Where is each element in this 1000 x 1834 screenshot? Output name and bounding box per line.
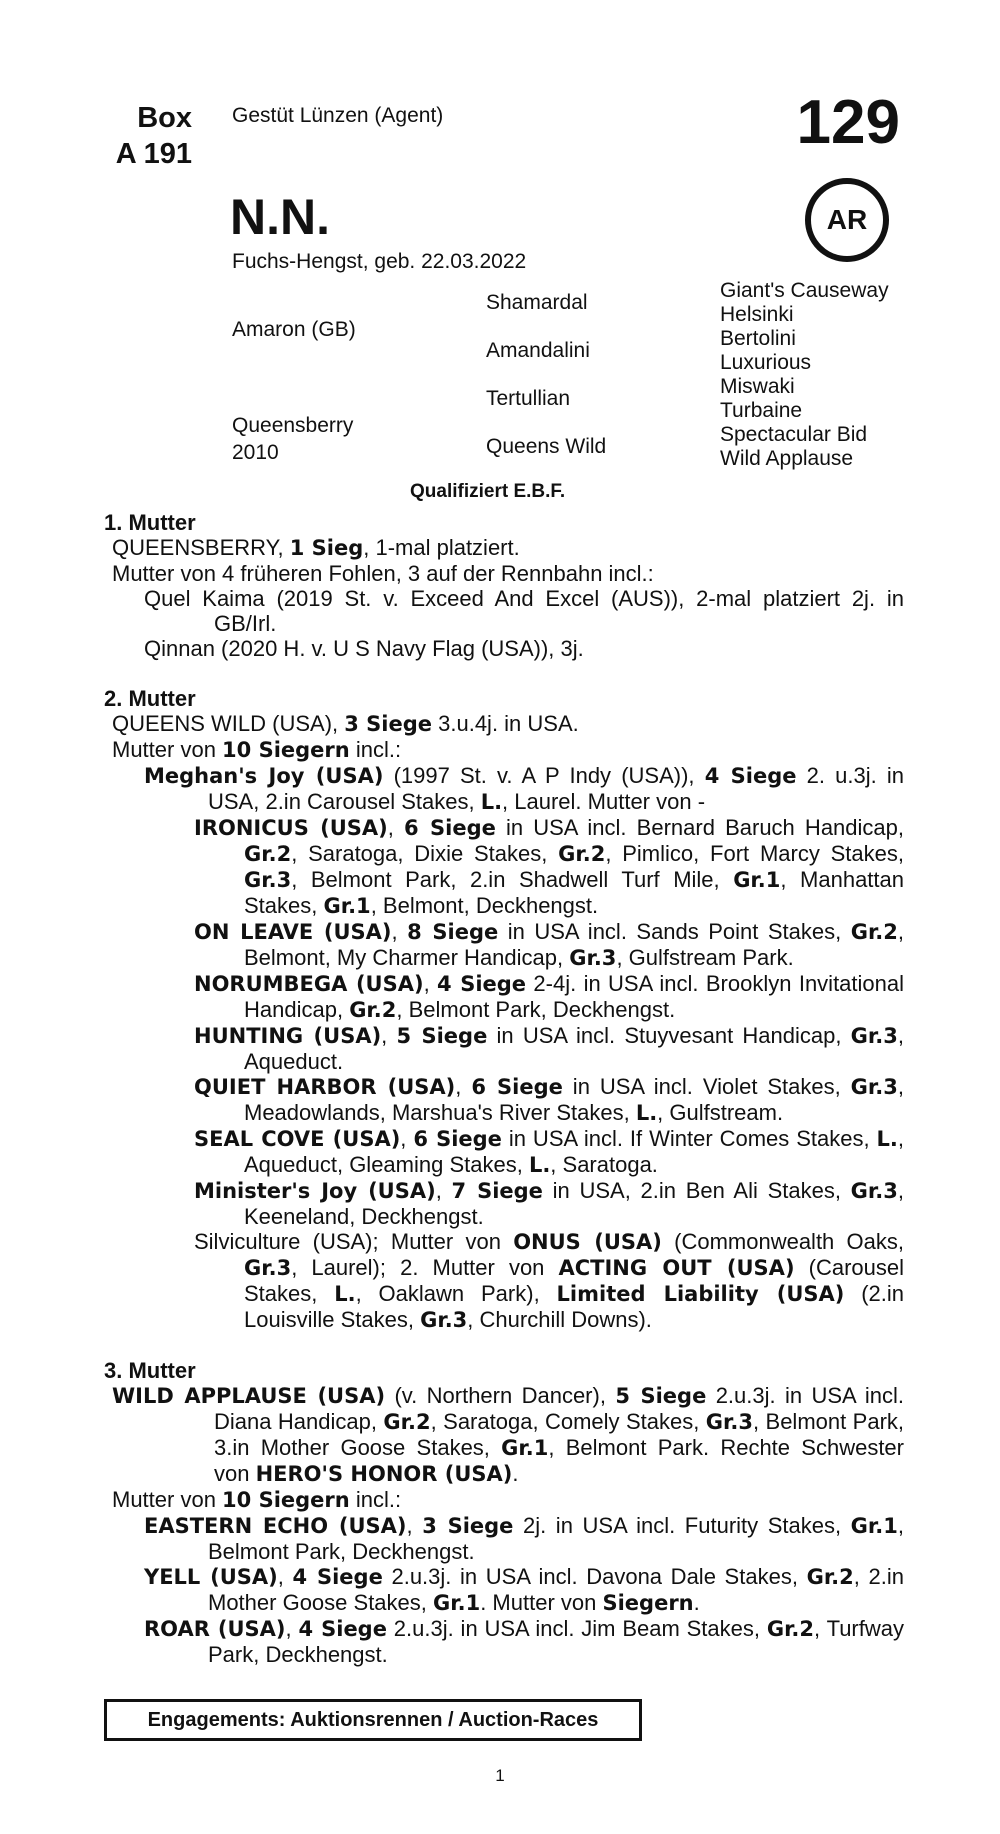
main-text — [104, 510, 904, 1667]
text: in USA incl. Bernard Baruch Handicap, — [495, 815, 905, 840]
text: , — [285, 1616, 299, 1641]
horse-name: N.N. — [230, 189, 330, 245]
box-line-1: Box — [137, 102, 192, 134]
wins: 3 Siege — [344, 712, 433, 736]
pedigree-dam: Queensberry — [232, 414, 354, 437]
text: (Commonwealth Oaks, — [661, 1229, 904, 1254]
grade: Gr.3 — [850, 1024, 898, 1048]
text: 2.u.3j. in USA incl. Davona Dale Stakes, — [382, 1564, 807, 1589]
text: , — [406, 1513, 423, 1538]
pedigree-ggp: Helsinki — [720, 303, 794, 326]
engagements-text: Engagements: Auktionsrennen / Auction-Races — [147, 1708, 599, 1731]
text: , Churchill Downs). — [467, 1307, 652, 1332]
text: 2j. in USA incl. Futurity Stakes, — [513, 1513, 851, 1538]
grade: Gr.1 — [733, 868, 781, 892]
text: 2.u.3j. in USA incl. Diana Handicap, — [214, 1383, 904, 1434]
name: WILD APPLAUSE (USA) — [112, 1384, 386, 1408]
section-heading-1: 1. Mutter — [104, 510, 196, 535]
section-heading-3: 3. Mutter — [104, 1358, 196, 1383]
text: , 2.in Mother Goose Stakes, — [208, 1564, 905, 1615]
name: ACTING OUT (USA) — [558, 1256, 795, 1280]
first-dam-foals-line: Mutter von 4 früheren Fohlen, 3 auf der Rennbahn incl.: — [112, 561, 654, 586]
name: ONUS (USA) — [513, 1230, 662, 1254]
text: (Carousel Stakes, — [244, 1255, 905, 1306]
pedigree-ggp: Giant's Causeway — [720, 279, 889, 302]
text: , — [387, 815, 405, 840]
grade: Gr.3 — [244, 1256, 292, 1280]
text: incl.: — [349, 1487, 402, 1512]
text: , Belmont Park. Rechte Schwester von — [214, 1435, 904, 1486]
text: Mutter von — [112, 1487, 223, 1512]
name: ON LEAVE (USA) — [194, 920, 392, 944]
third-dam-winners-line — [104, 1487, 904, 1513]
winners: 10 Siegern — [222, 738, 350, 762]
pedigree-grandparent: Amandalini — [486, 339, 590, 362]
pedigree-great-grandparents — [720, 279, 889, 471]
wins: 5 Siege — [615, 1384, 707, 1408]
name: YELL (USA) — [144, 1565, 278, 1589]
grade: Gr.3 — [705, 1410, 753, 1434]
text: , — [400, 1126, 414, 1151]
horse-description: Fuchs-Hengst, geb. 22.03.2022 — [232, 250, 527, 273]
agent-name: Gestüt Lünzen (Agent) — [232, 104, 444, 127]
text: Mutter von — [112, 737, 223, 762]
grade: Gr.3 — [850, 1179, 898, 1203]
pedigree-ggp: Turbaine — [720, 399, 803, 422]
wins: 4 Siege — [704, 764, 797, 788]
wins: 6 Siege — [413, 1127, 502, 1151]
grade: Gr.2 — [244, 842, 292, 866]
text: , Belmont Park, Deckhengst. — [396, 997, 676, 1022]
text: in USA incl. If Winter Comes Stakes, — [501, 1126, 877, 1151]
entry-seal-cove — [104, 1126, 904, 1178]
grade: Gr.1 — [433, 1591, 481, 1615]
grade: Gr.3 — [420, 1308, 468, 1332]
pedigree-grandparent: Queens Wild — [486, 435, 607, 458]
text: , Manhattan Stakes, — [244, 867, 904, 918]
grade: Gr.3 — [569, 946, 617, 970]
pedigree-ggp: Luxurious — [720, 351, 812, 374]
text: , Aqueduct, Gleaming Stakes, — [244, 1126, 904, 1177]
text: , Oaklawn Park), — [355, 1281, 557, 1306]
section-heading-2: 2. Mutter — [104, 686, 196, 711]
text: , — [455, 1074, 472, 1099]
entry-hunting — [104, 1023, 904, 1074]
pedigree-ggp: Spectacular Bid — [720, 423, 868, 446]
text: , Belmont Park, Deckhengst. — [208, 1513, 904, 1564]
entry-quiet-harbor — [104, 1074, 904, 1126]
page-number: 1 — [495, 1766, 505, 1785]
text: 2.u.3j. in USA incl. Jim Beam Stakes, — [386, 1616, 767, 1641]
grade: Gr.2 — [806, 1565, 854, 1589]
text: , Laurel); 2. Mutter von — [291, 1255, 559, 1280]
wins: 4 Siege — [292, 1565, 383, 1589]
text: , — [435, 1178, 452, 1203]
text: , Gulfstream. — [657, 1100, 784, 1125]
entry-meghans-joy — [104, 763, 904, 815]
entry-on-leave — [104, 919, 904, 971]
text: , Laurel. Mutter von - — [502, 789, 706, 814]
wins: 5 Siege — [396, 1024, 488, 1048]
text: , Aqueduct. — [244, 1023, 904, 1074]
wins: 7 Siege — [451, 1179, 543, 1203]
text: in USA incl. Sands Point Stakes, — [498, 919, 851, 944]
grade: Gr.2 — [558, 842, 606, 866]
pedigree-grandparent: Tertullian — [486, 387, 571, 410]
second-dam-line — [104, 711, 904, 737]
text: , Gulfstream Park. — [616, 945, 794, 970]
text: 3.u.4j. in USA. — [432, 711, 579, 736]
text: (1997 St. v. A P Indy (USA)), — [383, 763, 705, 788]
listed: L. — [480, 790, 503, 814]
text: , Belmont Park, 3.in Mother Goose Stakes, — [214, 1409, 905, 1460]
entry-ironicus — [104, 815, 904, 919]
grade: Gr.2 — [383, 1410, 431, 1434]
text: , Meadowlands, Marshua's River Stakes, — [244, 1074, 904, 1125]
grade: Gr.1 — [323, 894, 371, 918]
box-line-2: A 191 — [115, 138, 192, 170]
text: , Belmont, Deckhengst. — [370, 893, 599, 918]
text: 2. u.3j. in USA, 2.in Carousel Stakes, — [208, 763, 904, 814]
text: , — [381, 1023, 397, 1048]
name: QUIET HARBOR (USA) — [194, 1075, 456, 1099]
text: (2.in Louisville Stakes, — [244, 1281, 905, 1332]
qualification: Qualifiziert E.B.F. — [410, 481, 566, 502]
text: 2-4j. in USA incl. Brooklyn Invitational Handicap, — [244, 971, 905, 1022]
name: IRONICUS (USA) — [194, 816, 388, 840]
text: (v. Northern Dancer), — [385, 1383, 616, 1408]
entry-yell — [104, 1564, 904, 1616]
second-dam-winners-line — [104, 737, 904, 763]
wins: 4 Siege — [437, 972, 527, 996]
listed: L. — [876, 1127, 898, 1151]
foal-entry: Qinnan (2020 H. v. U S Navy Flag (USA)), 3j. — [144, 636, 584, 661]
text: , Keeneland, Deckhengst. — [244, 1178, 904, 1229]
text: , — [277, 1564, 293, 1589]
text: , — [391, 919, 408, 944]
name: Minister's Joy (USA) — [194, 1179, 436, 1203]
text: , Belmont, My Charmer Handicap, — [244, 919, 905, 970]
wins: 6 Siege — [471, 1075, 563, 1099]
pedigree-grandparent: Shamardal — [486, 291, 588, 314]
text: in USA, 2.in Ben Ali Stakes, — [542, 1178, 851, 1203]
wins: 1 Sieg — [289, 536, 364, 560]
listed: L. — [635, 1101, 658, 1125]
lot-number: 129 — [796, 88, 900, 157]
grade: Gr.3 — [850, 1075, 898, 1099]
text: , Turfway Park, Deckhengst. — [208, 1616, 904, 1667]
ar-badge-icon — [805, 178, 889, 262]
name: HERO'S HONOR (USA) — [255, 1462, 513, 1486]
entry-silviculture — [104, 1229, 904, 1333]
wins: 6 Siege — [404, 816, 496, 840]
pedigree-sire: Amaron (GB) — [232, 318, 356, 341]
wins: 4 Siege — [298, 1617, 387, 1641]
name: SEAL COVE (USA) — [194, 1127, 401, 1151]
text: . — [512, 1461, 519, 1486]
name: EASTERN ECHO (USA) — [144, 1514, 407, 1538]
third-dam-line — [104, 1383, 904, 1487]
text: , — [423, 971, 438, 996]
engagements-box — [104, 1699, 642, 1741]
entry-eastern-echo — [104, 1513, 904, 1564]
grade: Gr.1 — [850, 1514, 898, 1538]
pedigree-ggp: Wild Applause — [720, 447, 854, 470]
text: . Mutter von — [480, 1590, 603, 1615]
pedigree-ggp: Miswaki — [720, 375, 795, 398]
grade: Gr.2 — [766, 1617, 815, 1641]
box-label — [100, 100, 192, 172]
wins: 8 Siege — [407, 920, 499, 944]
winners: Siegern — [602, 1591, 694, 1615]
text: . — [693, 1590, 700, 1615]
pedigree-dam-year: 2010 — [232, 441, 279, 464]
ar-badge-text: AR — [826, 204, 868, 235]
text: QUEENS WILD (USA), — [112, 711, 345, 736]
text: , Belmont Park, 2.in Shadwell Turf Mile, — [291, 867, 734, 892]
grade: Gr.1 — [501, 1436, 549, 1460]
name: NORUMBEGA (USA) — [194, 972, 424, 996]
text: , 1-mal platziert. — [363, 535, 520, 560]
grade: Gr.3 — [244, 868, 292, 892]
pedigree-ggp: Bertolini — [720, 327, 796, 350]
grade: Gr.2 — [349, 998, 397, 1022]
foal-entry: Quel Kaima (2019 St. v. Exceed And Excel (AUS)), 2-mal platziert 2j. in GB/Irl. — [144, 586, 904, 636]
entry-roar — [104, 1616, 904, 1667]
listed: L. — [334, 1282, 356, 1306]
name: Meghan's Joy (USA) — [144, 764, 384, 788]
text: , Saratoga. — [550, 1152, 658, 1177]
text: , Saratoga, Comely Stakes, — [430, 1409, 706, 1434]
first-dam-line — [104, 535, 904, 561]
listed: L. — [528, 1153, 551, 1177]
name: ROAR (USA) — [144, 1617, 286, 1641]
text: , Saratoga, Dixie Stakes, — [291, 841, 559, 866]
text: in USA incl. Stuyvesant Handicap, — [487, 1023, 851, 1048]
text: Silviculture (USA); Mutter von — [194, 1229, 514, 1254]
text: , Pimlico, Fort Marcy Stakes, — [605, 841, 904, 866]
name: HUNTING (USA) — [194, 1024, 382, 1048]
wins: 3 Siege — [422, 1514, 514, 1538]
name: Limited Liability (USA) — [556, 1282, 845, 1306]
winners: 10 Siegern — [222, 1488, 350, 1512]
grade: Gr.2 — [850, 920, 898, 944]
text: QUEENSBERRY, — [112, 535, 290, 560]
entry-norumbega — [104, 971, 904, 1023]
text: incl.: — [349, 737, 402, 762]
entry-ministers-joy — [104, 1178, 904, 1229]
text: in USA incl. Violet Stakes, — [562, 1074, 851, 1099]
